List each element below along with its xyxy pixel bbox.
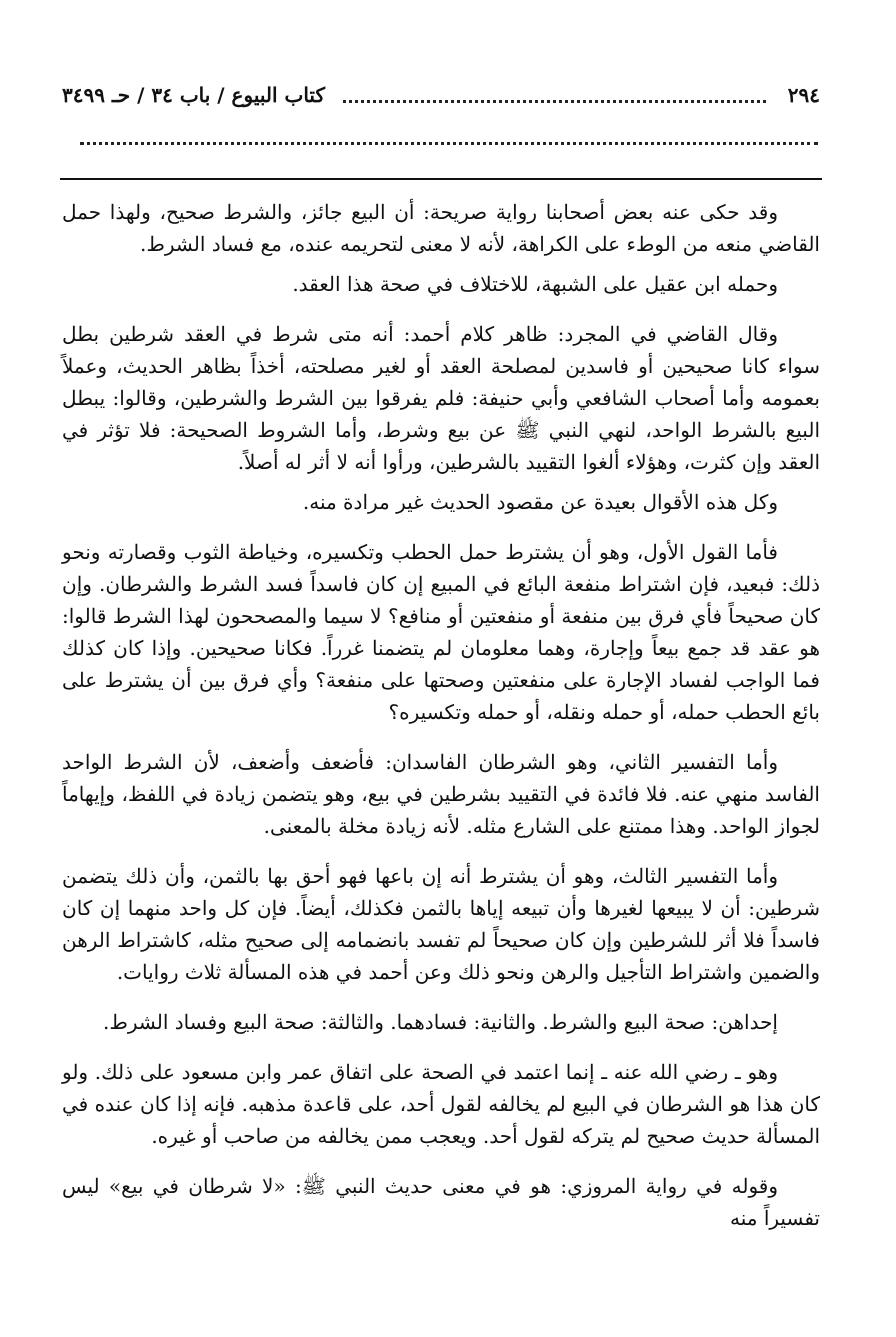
dotted-separator [80,142,818,145]
header-rule [60,178,822,180]
page-header [62,78,820,112]
header-dot-leader [343,100,766,103]
paragraph: فأما القول الأول، وهو أن يشترط حمل الحطب وتكسيره، وخياطة الثوب وقصارته ونحو ذلك: فبعيد، فإن اشتراط منفعة البائع في المبيع إن كان فاسداً فسد الشرط والشرطان. وإن كان صحيحاً فأي فرق بين منفعة أو منفعتين أو منافع؟ لا سيما والمصححون لهذا الشرط قالوا: هو عقد قد جمع بيعاً وإجارة، وهما معلومان لم يتضمنا غرراً. فكانا صحيحين. وإذا كان كذلك فما الواجب لفساد الإجارة على منفعتين وصحتها على منفعة؟ وأي فرق بين أن يشترط على بائع الحطب حمله، أو حمله ونقله، أو حمله وتكسيره؟ [62,540,820,724]
paragraph: إحداهن: صحة البيع والشرط. والثانية: فسادهما. والثالثة: صحة البيع وفساد الشرط. [103,1010,778,1034]
paragraph: وقد حكى عنه بعض أصحابنا رواية صريحة: أن البيع جائز، والشرط صحيح، ولهذا حمل القاضي منعه من الوطء على الكراهة، لأنه لا معنى لتحريمه عنده، مع فساد الشرط. [62,200,820,256]
paragraph: وحمله ابن عقيل على الشبهة، للاختلاف في صحة هذا العقد. [292,272,778,296]
page-body [62,196,820,1242]
paragraph: وأما التفسير الثالث، وهو أن يشترط أنه إن باعها فهو أحق بها بالثمن، وأن ذلك يتضمن شرطين: أن لا يبيعها لغيرها وأن تبيعه إياها بالثمن فكذلك، أيضاً. فإن كل واحد منهما إن كان فاسداً فلا أثر للشرطين وإن كان صحيحاً لم تفسد بانضمامه إلى صحيح مثله، كاشتراط الرهن والضمين واشتراط التأجيل والرهن ونحو ذلك وعن أحمد في هذه المسألة ثلاث روايات. [62,864,820,984]
paragraph: وقوله في رواية المروزي: هو في معنى حديث النبي ﷺ: «لا شرطان في بيع» ليس تفسيراً منه [62,1174,820,1230]
paragraph: وأما التفسير الثاني، وهو الشرطان الفاسدان: فأضعف وأضعف، لأن الشرط الواحد الفاسد منهي عنه. فلا فائدة في التقييد بشرطين في بيع، وهو يتضمن زيادة في اللفظ، وإيهاماً لجواز الواحد. وهذا ممتنع على الشارع مثله. لأنه زيادة مخلة بالمعنى. [62,750,820,838]
running-title: كتاب البيوع / باب ٣٤ / حـ ٣٤٩٩ [62,83,325,107]
paragraph: وقال القاضي في المجرد: ظاهر كلام أحمد: أنه متى شرط في العقد شرطين بطل سواء كانا صحيحين أو فاسدين لمصلحة العقد أو لغير مصلحته، أخذاً بظاهر الحديث، وعملاً بعمومه وأما أصحاب الشافعي وأبي حنيفة: فلم يفرقوا بين الشرط والشرطين، وقالوا: يبطل البيع بالشرط الواحد، لنهي النبي ﷺ عن بيع وشرط، وأما الشروط الصحيحة: فلا تؤثر في العقد وإن كثرت، وهؤلاء ألغوا التقييد بالشرطين، ورأوا أنه لا أثر له أصلاً. [62,322,820,474]
paragraph: وكل هذه الأقوال بعيدة عن مقصود الحديث غير مرادة منه. [302,490,778,514]
paragraph: وهو ـ رضي الله عنه ـ إنما اعتمد في الصحة على اتفاق عمر وابن مسعود على ذلك. ولو كان هذا هو الشرطان في البيع لم يخالفه لقول أحد، على قاعدة مذهبه. فإنه إذا كان عنده في المسألة حديث صحيح لم يتركه لقول أحد. ويعجب ممن يخالفه من صاحب أو غيره. [62,1060,820,1148]
page-number: ٢٩٤ [787,83,820,107]
